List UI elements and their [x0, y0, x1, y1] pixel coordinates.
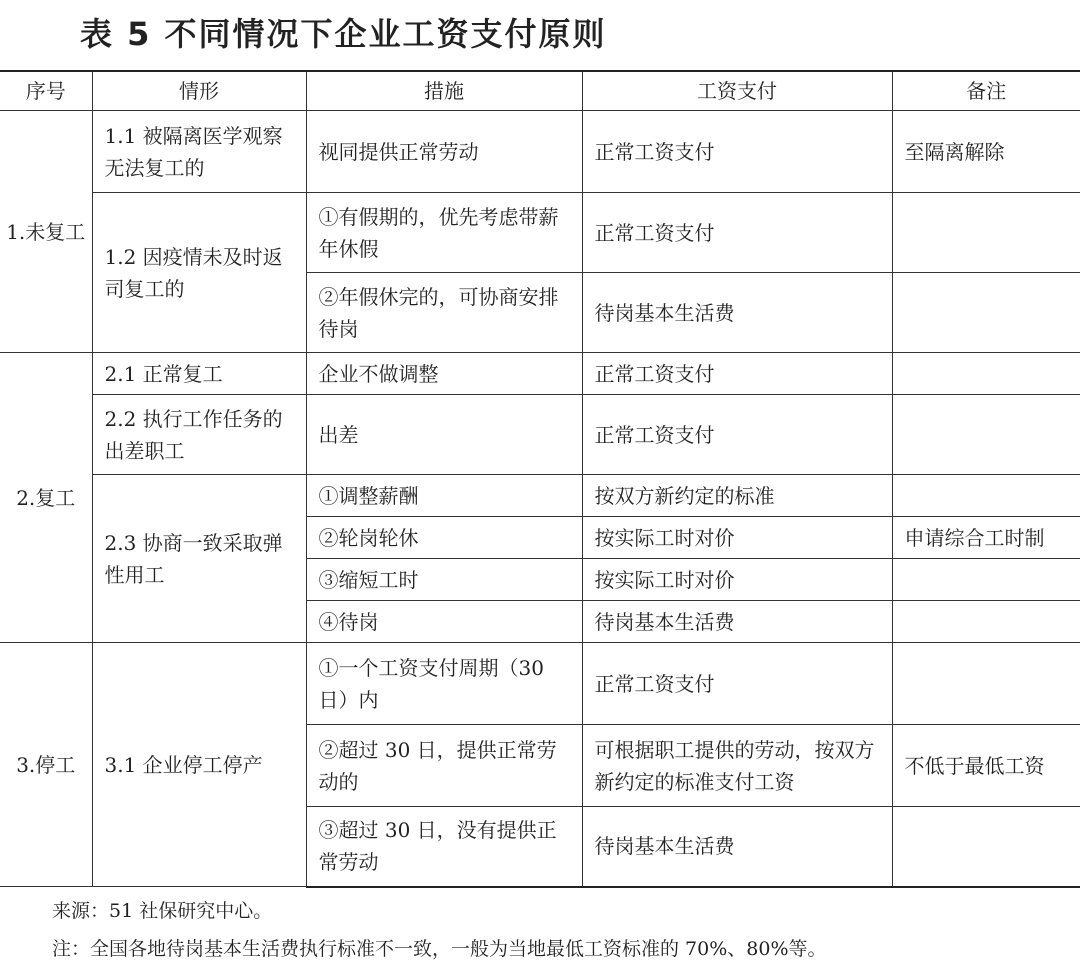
measure-cell: 企业不做调整 — [306, 353, 582, 395]
table-header-row — [0, 71, 1080, 111]
note-cell — [892, 273, 1080, 353]
table-row — [0, 643, 1080, 725]
pay-cell: 按实际工时对价 — [582, 559, 892, 601]
note-cell — [892, 193, 1080, 273]
table-title: 表 5 不同情况下企业工资支付原则 — [80, 15, 607, 53]
measure-cell: ③缩短工时 — [306, 559, 582, 601]
header-measure: 措施 — [306, 71, 582, 111]
measure-cell: ①有假期的，优先考虑带薪年休假 — [306, 193, 582, 273]
note-cell — [892, 643, 1080, 725]
pay-cell: 可根据职工提供的劳动，按双方新约定的标准支付工资 — [582, 725, 892, 807]
measure-cell: ②年假休完的，可协商安排待岗 — [306, 273, 582, 353]
table-row — [0, 475, 1080, 517]
note-cell: 至隔离解除 — [892, 111, 1080, 193]
note-cell — [892, 559, 1080, 601]
pay-cell: 正常工资支付 — [582, 395, 892, 475]
pay-cell: 正常工资支付 — [582, 193, 892, 273]
measure-cell: ④待岗 — [306, 601, 582, 643]
header-note: 备注 — [892, 71, 1080, 111]
note-cell — [892, 395, 1080, 475]
pay-cell: 待岗基本生活费 — [582, 601, 892, 643]
pay-cell: 正常工资支付 — [582, 353, 892, 395]
seq-cell: 2.复工 — [0, 353, 92, 643]
pay-cell: 正常工资支付 — [582, 643, 892, 725]
table-notes — [52, 892, 827, 968]
situation-cell: 2.1 正常复工 — [92, 353, 306, 395]
note-cell — [892, 807, 1080, 887]
header-pay: 工资支付 — [582, 71, 892, 111]
measure-cell: ②超过 30 日，提供正常劳动的 — [306, 725, 582, 807]
situation-cell: 1.2 因疫情未及时返司复工的 — [92, 193, 306, 353]
note-cell: 申请综合工时制 — [892, 517, 1080, 559]
wage-policy-table — [0, 70, 1080, 888]
note-cell: 不低于最低工资 — [892, 725, 1080, 807]
pay-cell: 待岗基本生活费 — [582, 273, 892, 353]
seq-cell: 1.未复工 — [0, 111, 92, 353]
seq-cell: 3.停工 — [0, 643, 92, 887]
measure-cell: ①调整薪酬 — [306, 475, 582, 517]
table-row — [0, 111, 1080, 193]
pay-cell: 按实际工时对价 — [582, 517, 892, 559]
situation-cell: 2.3 协商一致采取弹性用工 — [92, 475, 306, 643]
note-cell — [892, 353, 1080, 395]
table-row — [0, 193, 1080, 273]
table-row — [0, 395, 1080, 475]
pay-cell: 正常工资支付 — [582, 111, 892, 193]
situation-cell: 3.1 企业停工停产 — [92, 643, 306, 887]
measure-cell: ③超过 30 日，没有提供正常劳动 — [306, 807, 582, 887]
pay-cell: 按双方新约定的标准 — [582, 475, 892, 517]
measure-cell: 视同提供正常劳动 — [306, 111, 582, 193]
measure-cell: 出差 — [306, 395, 582, 475]
footnote: 注：全国各地待岗基本生活费执行标准不一致，一般为当地最低工资标准的 70%、80%等。 — [52, 938, 827, 960]
source-note: 来源：51 社保研究中心。 — [52, 900, 273, 922]
note-cell — [892, 475, 1080, 517]
situation-cell: 2.2 执行工作任务的出差职工 — [92, 395, 306, 475]
measure-cell: ①一个工资支付周期（30日）内 — [306, 643, 582, 725]
table-row — [0, 353, 1080, 395]
header-seq: 序号 — [0, 71, 92, 111]
header-situation: 情形 — [92, 71, 306, 111]
note-cell — [892, 601, 1080, 643]
pay-cell: 待岗基本生活费 — [582, 807, 892, 887]
situation-cell: 1.1 被隔离医学观察无法复工的 — [92, 111, 306, 193]
measure-cell: ②轮岗轮休 — [306, 517, 582, 559]
